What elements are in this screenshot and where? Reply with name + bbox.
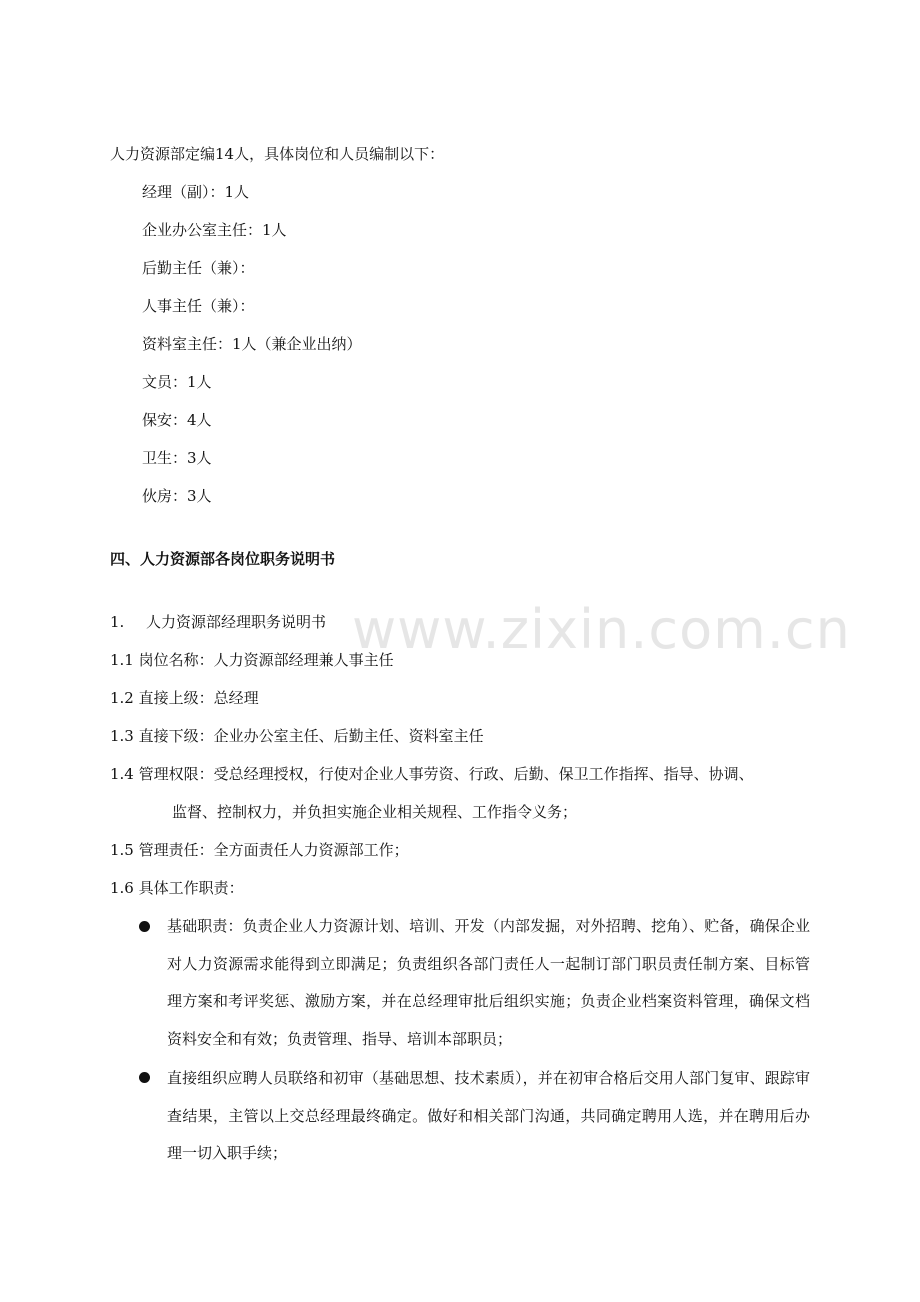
duty-bullet-paragraph: 基础职责：负责企业人力资源计划、培训、开发（内部发掘，对外招聘、挖角）、贮备，确保企业对人力资源需求能得到立即满足；负责组织各部门责任人一起制订部门职员责任制方案、目标管理方案和考评奖惩、激励方案，并在总经理审批后组织实施；负责企业档案资料管理，确保文档资料安全和有效；负责管理、指导、培训本部职员； (167, 917, 810, 1048)
item-1-5: 1.5 管理责任：全方面责任人力资源部工作； (110, 841, 409, 859)
intro-line: 人力资源部定编14人，具体岗位和人员编制以下： (110, 145, 445, 163)
item-1-3: 1.3 直接下级：企业办公室主任、后勤主任、资料室主任 (110, 727, 484, 745)
item-1-4: 1.4 管理权限：受总经理授权，行使对企业人事劳资、行政、后勤、保卫工作指挥、指导、协调、 (110, 765, 754, 783)
staffing-item: 保安：4人 (142, 411, 212, 429)
item-1-2: 1.2 直接上级：总经理 (110, 689, 259, 707)
staffing-item: 资料室主任：1人（兼企业出纳） (142, 335, 362, 353)
bullet-dot-icon (139, 1072, 150, 1083)
staffing-item: 人事主任（兼）： (142, 297, 255, 315)
item-1-6: 1.6 具体工作职责： (110, 879, 244, 897)
item-1-1: 1.1 岗位名称：人力资源部经理兼人事主任 (110, 651, 394, 669)
subsection-number: 1. (110, 613, 125, 631)
duty-bullet-paragraph: 直接组织应聘人员联络和初审（基础思想、技术素质），并在初审合格后交用人部门复审、跟踪审查结果，主管以上交总经理最终确定。做好和相关部门沟通，共同确定聘用人选，并在聘用后办理一切入职手续； (167, 1069, 810, 1162)
item-1-4-continued: 监督、控制权力，并负担实施企业相关规程、工作指令义务； (172, 803, 578, 821)
staffing-item: 后勤主任（兼）： (142, 259, 255, 277)
staffing-item: 企业办公室主任：1人 (142, 221, 287, 239)
staffing-item: 卫生：3人 (142, 449, 212, 467)
staffing-item: 文员：1人 (142, 373, 212, 391)
staffing-item: 经理（副）：1人 (142, 183, 250, 201)
section-heading: 四、人力资源部各岗位职务说明书 (110, 550, 336, 568)
subsection-title: 人力资源部经理职务说明书 (146, 613, 327, 631)
bullet-dot-icon (139, 921, 150, 932)
watermark: www.zixin.com.cn (352, 598, 851, 661)
staffing-item: 伙房：3人 (142, 487, 212, 505)
